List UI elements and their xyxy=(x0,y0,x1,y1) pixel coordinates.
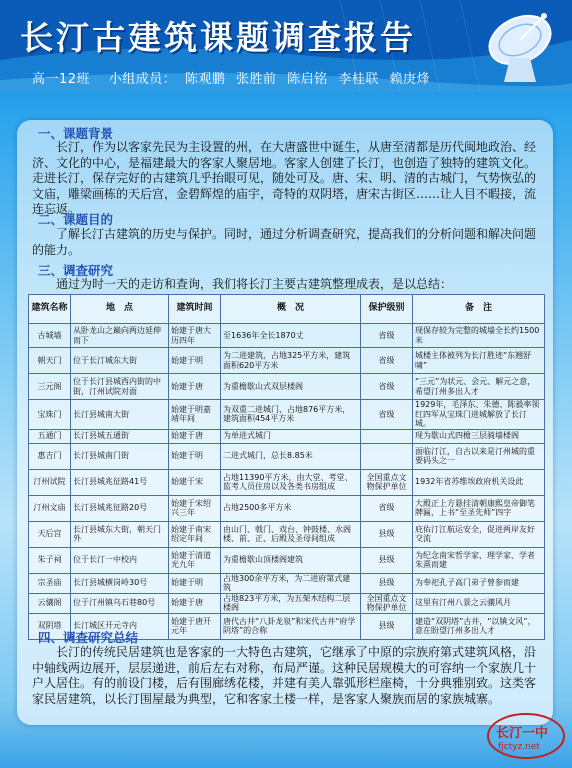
remark-cell: 大殿正上方悬挂清朝康熙皇帝御笔牌匾，上书“至圣先师”四字 xyxy=(413,495,545,521)
location-cell: 位于长汀城东大街 xyxy=(71,348,169,374)
column-header: 备 注 xyxy=(413,295,545,324)
members-label: 小组成员： xyxy=(108,72,177,87)
location-cell: 长汀县城兆征路20号 xyxy=(71,495,169,521)
location-cell: 长汀县城南门街 xyxy=(71,443,169,469)
build-time-cell: 始建于明 xyxy=(169,573,221,593)
section-heading-background: 一、课题背景 xyxy=(38,126,114,141)
overview-cell: 二进式城门，总长8.85米 xyxy=(221,443,361,469)
location-cell: 从卧龙山之巅向两边延伸而下 xyxy=(71,324,169,348)
member-name: 赖庚烽 xyxy=(389,72,430,87)
building-name-cell: 朝天门 xyxy=(29,348,71,374)
protection-level-cell: 省级 xyxy=(361,495,413,521)
section-heading-research: 三、调查研究 xyxy=(38,263,114,278)
table-row xyxy=(29,374,545,400)
table-row xyxy=(29,443,545,469)
overview-cell: 为重檐歇山顶楼阁建筑 xyxy=(221,547,361,573)
building-name-cell: 五通门 xyxy=(29,429,71,443)
overview-cell: 唐代古井“八卦龙泉”和宋代古井“府学阴塔”的合称 xyxy=(221,613,361,639)
build-time-cell: 始建于宋 xyxy=(169,469,221,495)
overview-cell: 为二进建筑，占地325平方米，建筑面积620平方米 xyxy=(221,348,361,374)
site-watermark xyxy=(486,712,566,762)
protection-level-cell xyxy=(361,429,413,443)
member-name: 陈观鹏 xyxy=(184,72,226,87)
protection-level-cell: 省级 xyxy=(361,374,413,400)
build-time-cell: 始建于南宋绍定年间 xyxy=(169,521,221,547)
overview-cell: 为单进式城门 xyxy=(221,429,361,443)
table-row xyxy=(29,547,545,573)
section-text-purpose: 了解长汀古建筑的历史与保护。同时，通过分析调查研究，提高我们的分析问题和解决问题的能力。 xyxy=(32,227,537,257)
remark-cell: 现为歇山式四檐三层骑墙楼阁 xyxy=(413,429,545,443)
build-time-cell: 始建于唐 xyxy=(169,429,221,443)
protection-level-cell: 省级 xyxy=(361,348,413,374)
section-text-background: 长汀，作为以客家先民为主设置的州，在大唐盛世中诞生，从唐至清都是历代闽地政治、经济、文化的中心，是福建最大的客家人聚居地。客家人创建了长汀，也创造了独特的建筑文化。走进长汀，保存完好的古建筑几乎抬眼可见，随处可及。唐、宋、明、清的古城门，气势恢弘的文庙，雕梁画栋的天后宫，金碧辉煌的庙宇，奇特的双阴塔，唐宋古街区……让人目不暇接，流连忘返。 xyxy=(32,140,537,216)
column-header: 概 况 xyxy=(221,295,361,324)
build-time-cell: 始建于清道光九年 xyxy=(169,547,221,573)
location-cell: 长汀县城横岗岭30号 xyxy=(71,573,169,593)
building-name-cell: 宗圣庙 xyxy=(29,573,71,593)
member-name: 陈启铭 xyxy=(287,72,328,87)
table-row xyxy=(29,521,545,547)
overview-cell: 占地2500多平方米 xyxy=(221,495,361,521)
remark-cell: 建造“双阴塔”古井，“以镇文风”，意在盼望汀州多出人才 xyxy=(413,613,545,639)
table-row xyxy=(29,429,545,443)
remark-cell: 庇佑汀江航运安全，促进两岸友好交流 xyxy=(413,521,545,547)
building-name-cell: 惠吉门 xyxy=(29,443,71,469)
overview-cell: 为重檐歇山式双层楼阁 xyxy=(221,374,361,400)
remark-cell: “三元”为状元、会元、解元之意，希望汀州多出人才 xyxy=(413,374,545,400)
build-time-cell: 始建于唐开元年 xyxy=(169,613,221,639)
watermark-url: fjctyz.net xyxy=(498,742,540,752)
column-header: 地 点 xyxy=(71,295,169,324)
table-row xyxy=(29,324,545,348)
table-row xyxy=(29,593,545,613)
table-row xyxy=(29,573,545,593)
section-heading-purpose: 二、课题目的 xyxy=(38,212,114,227)
member-name: 张胜前 xyxy=(236,72,277,87)
overview-cell: 占地300余平方米，为二进府第式建筑 xyxy=(221,573,361,593)
building-name-cell: 朱子祠 xyxy=(29,547,71,573)
building-table xyxy=(28,294,545,640)
protection-level-cell: 省级 xyxy=(361,400,413,430)
protection-level-cell: 全国重点文物保护单位 xyxy=(361,593,413,613)
protection-level-cell: 县级 xyxy=(361,521,413,547)
column-header: 建筑时间 xyxy=(169,295,221,324)
build-time-cell: 始建于明嘉靖年间 xyxy=(169,400,221,430)
overview-cell: 由山门、戟门、戏台、钟鼓楼、水阁楼、前、正、后殿及圣母间组成 xyxy=(221,521,361,547)
table-body xyxy=(29,324,545,640)
location-cell: 长汀县城南大街 xyxy=(71,400,169,430)
overview-cell: 为双重二进城门，占地876平方米，建筑面积454平方米 xyxy=(221,400,361,430)
remark-cell: 1929年，毛泽东、朱德、陈毅率领红四军从宝珠门进城解放了长汀城。 xyxy=(413,400,545,430)
build-time-cell: 始建于宋绍兴三年 xyxy=(169,495,221,521)
overview-cell: 占地823平方米，为五架木结构二层楼阁 xyxy=(221,593,361,613)
member-name: 李桂联 xyxy=(338,72,379,87)
column-header: 建筑名称 xyxy=(29,295,71,324)
build-time-cell: 始建于唐 xyxy=(169,593,221,613)
location-cell: 位于汀州镇乌石巷80号 xyxy=(71,593,169,613)
banner xyxy=(0,0,572,92)
class-name: 高一12班 xyxy=(32,72,91,87)
overview-cell: 至1636年全长1870丈 xyxy=(221,324,361,348)
building-name-cell: 汀州文庙 xyxy=(29,495,71,521)
remark-cell: 为奉祀孔子高门弟子曾参而建 xyxy=(413,573,545,593)
building-name-cell: 宝珠门 xyxy=(29,400,71,430)
overview-cell: 占地11390平方米，由大堂、考堂、监考人员住房以及各类书房组成 xyxy=(221,469,361,495)
remark-cell: 城楼主体被列为长汀胜迹“东翘舒啸” xyxy=(413,348,545,374)
build-time-cell: 始建于唐 xyxy=(169,374,221,400)
remark-cell: 面临汀江，自古以来是汀州城的重要码头之一 xyxy=(413,443,545,469)
build-time-cell: 始建于唐大历四年 xyxy=(169,324,221,348)
building-name-cell: 汀州试院 xyxy=(29,469,71,495)
table-header-row xyxy=(29,295,545,324)
protection-level-cell xyxy=(361,443,413,469)
watermark-text: 长汀一中 xyxy=(496,726,549,741)
location-cell: 位于长汀县城西内街的中街，汀州试院对面 xyxy=(71,374,169,400)
location-cell: 长汀县城东大街，朝天门外 xyxy=(71,521,169,547)
protection-level-cell: 省级 xyxy=(361,324,413,348)
building-name-cell: 三元阁 xyxy=(29,374,71,400)
remark-cell: 1932年省苏维埃政府机关设此 xyxy=(413,469,545,495)
section-heading-summary: 四、调查研究总结 xyxy=(38,630,139,645)
building-name-cell: 双阴塔 xyxy=(29,613,71,639)
location-cell: 位于长汀一中校内 xyxy=(71,547,169,573)
table-row xyxy=(29,348,545,374)
section-text-summary: 长汀的传统民居建筑也是客家的一大特色古建筑，它继承了中原的宗族府第式建筑风格，沿中轴线两边展开，层层递进，前后左右对称，布局严谨。这种民居规模大的可容纳一个家族几十户人居住。有的前设门楼，后有围廊绣花楼，并建有美人靠弧形栏座椅，十分典雅别致。这类客家民居建筑，以长汀围屋最为典型，它和客家土楼一样，是客家人聚族而居的家族城寨。 xyxy=(32,645,537,706)
protection-level-cell: 全国重点文物保护单位 xyxy=(361,469,413,495)
build-time-cell: 始建于明 xyxy=(169,443,221,469)
section-text-research: 通过为时一天的走访和查询，我们将长汀主要古建筑整理成表，是以总结： xyxy=(56,277,453,291)
protection-level-cell: 县级 xyxy=(361,547,413,573)
column-header: 保护级别 xyxy=(361,295,413,324)
build-time-cell: 始建于明 xyxy=(169,348,221,374)
table-row xyxy=(29,400,545,430)
satellite-dish-icon xyxy=(474,2,564,86)
remark-cell: 这里有汀州八景之云骧风月 xyxy=(413,593,545,613)
remark-cell: 为纪念南宋哲学家、理学家、学者朱熹而建 xyxy=(413,547,545,573)
table-row xyxy=(29,495,545,521)
report-title: 长汀古建筑课题调查报告 xyxy=(20,18,416,57)
protection-level-cell: 县级 xyxy=(361,573,413,593)
building-name-cell: 天后宫 xyxy=(29,521,71,547)
protection-level-cell: 县级 xyxy=(361,613,413,639)
remark-cell: 现保存较为完整的城墙全长约1500米 xyxy=(413,324,545,348)
location-cell: 长汀县城五通街 xyxy=(71,429,169,443)
building-name-cell: 云骧阁 xyxy=(29,593,71,613)
location-cell: 长汀县城兆征路41号 xyxy=(71,469,169,495)
building-name-cell: 古城墙 xyxy=(29,324,71,348)
team-line xyxy=(32,68,430,87)
table-row xyxy=(29,469,545,495)
location-cell: 长汀城区开元寺内 xyxy=(71,613,169,639)
